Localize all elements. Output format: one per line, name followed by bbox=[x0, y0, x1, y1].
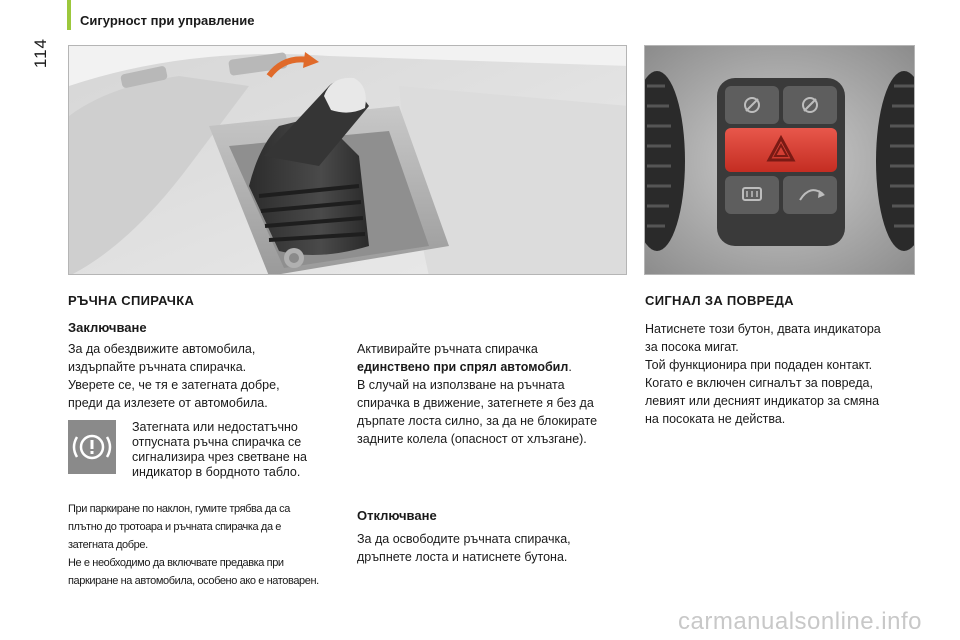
engage-text: За да обездвижите автомобила, издърпайте ръчната спирачка. Уверете се, че тя е затегната добре, преди да излезете от автомобила. bbox=[68, 342, 280, 410]
activate-bold: единствено при спрял автомобил bbox=[357, 360, 569, 374]
handbrake-illustration bbox=[69, 46, 627, 275]
activate-rest: В случай на използване на ръчната спирачка в движение, затегнете я без да дърпате лоста силно, за да не блокирате задните колела (опасност от хлъзгане). bbox=[357, 378, 598, 446]
brake-warning-icon bbox=[68, 420, 116, 474]
brake-warning-box bbox=[68, 420, 116, 474]
hazard-switch-photo bbox=[644, 45, 915, 275]
hazard-title: СИГНАЛ ЗА ПОВРЕДА bbox=[645, 293, 794, 308]
section-header: Сигурност при управление bbox=[80, 13, 255, 28]
page-number: 114 bbox=[31, 38, 50, 69]
activate-bold-suffix: . bbox=[568, 360, 572, 374]
brake-warning-text: Затегната или недостатъчно отпусната ръчна спирачка се сигнализира чрез светване на индикатор в бордното табло. bbox=[132, 420, 308, 479]
section-color-bar bbox=[67, 0, 71, 30]
handbrake-photo bbox=[68, 45, 627, 275]
watermark: carmanualsonline.info bbox=[678, 608, 922, 635]
parking-brake-title: РЪЧНА СПИРАЧКА bbox=[68, 293, 195, 308]
hazard-text: Натиснете този бутон, двата индикатора за посока мигат. Той функционира при подаден контакт. Когато е включен сигналът за повреда, левият или десният индикатор за смяна на посоката не действа. bbox=[645, 322, 881, 426]
activate-text bbox=[357, 322, 627, 448]
release-subtitle: Отключване bbox=[357, 508, 437, 523]
release-text: За да освободите ръчната спирачка, дръпнете лоста и натиснете бутона. bbox=[357, 532, 571, 564]
activate-line1: Активирайте ръчната спирачка bbox=[357, 342, 538, 356]
hazard-switch-illustration bbox=[645, 46, 915, 275]
parking-note: При паркиране по наклон, гумите трябва да са плътно до тротоара и ръчната спирачка да е затегната добре. Не е необходимо да включвате предавка при паркиране на автомобила, особено ако е натоварен. bbox=[68, 503, 319, 587]
engage-subtitle: Заключване bbox=[68, 320, 147, 335]
